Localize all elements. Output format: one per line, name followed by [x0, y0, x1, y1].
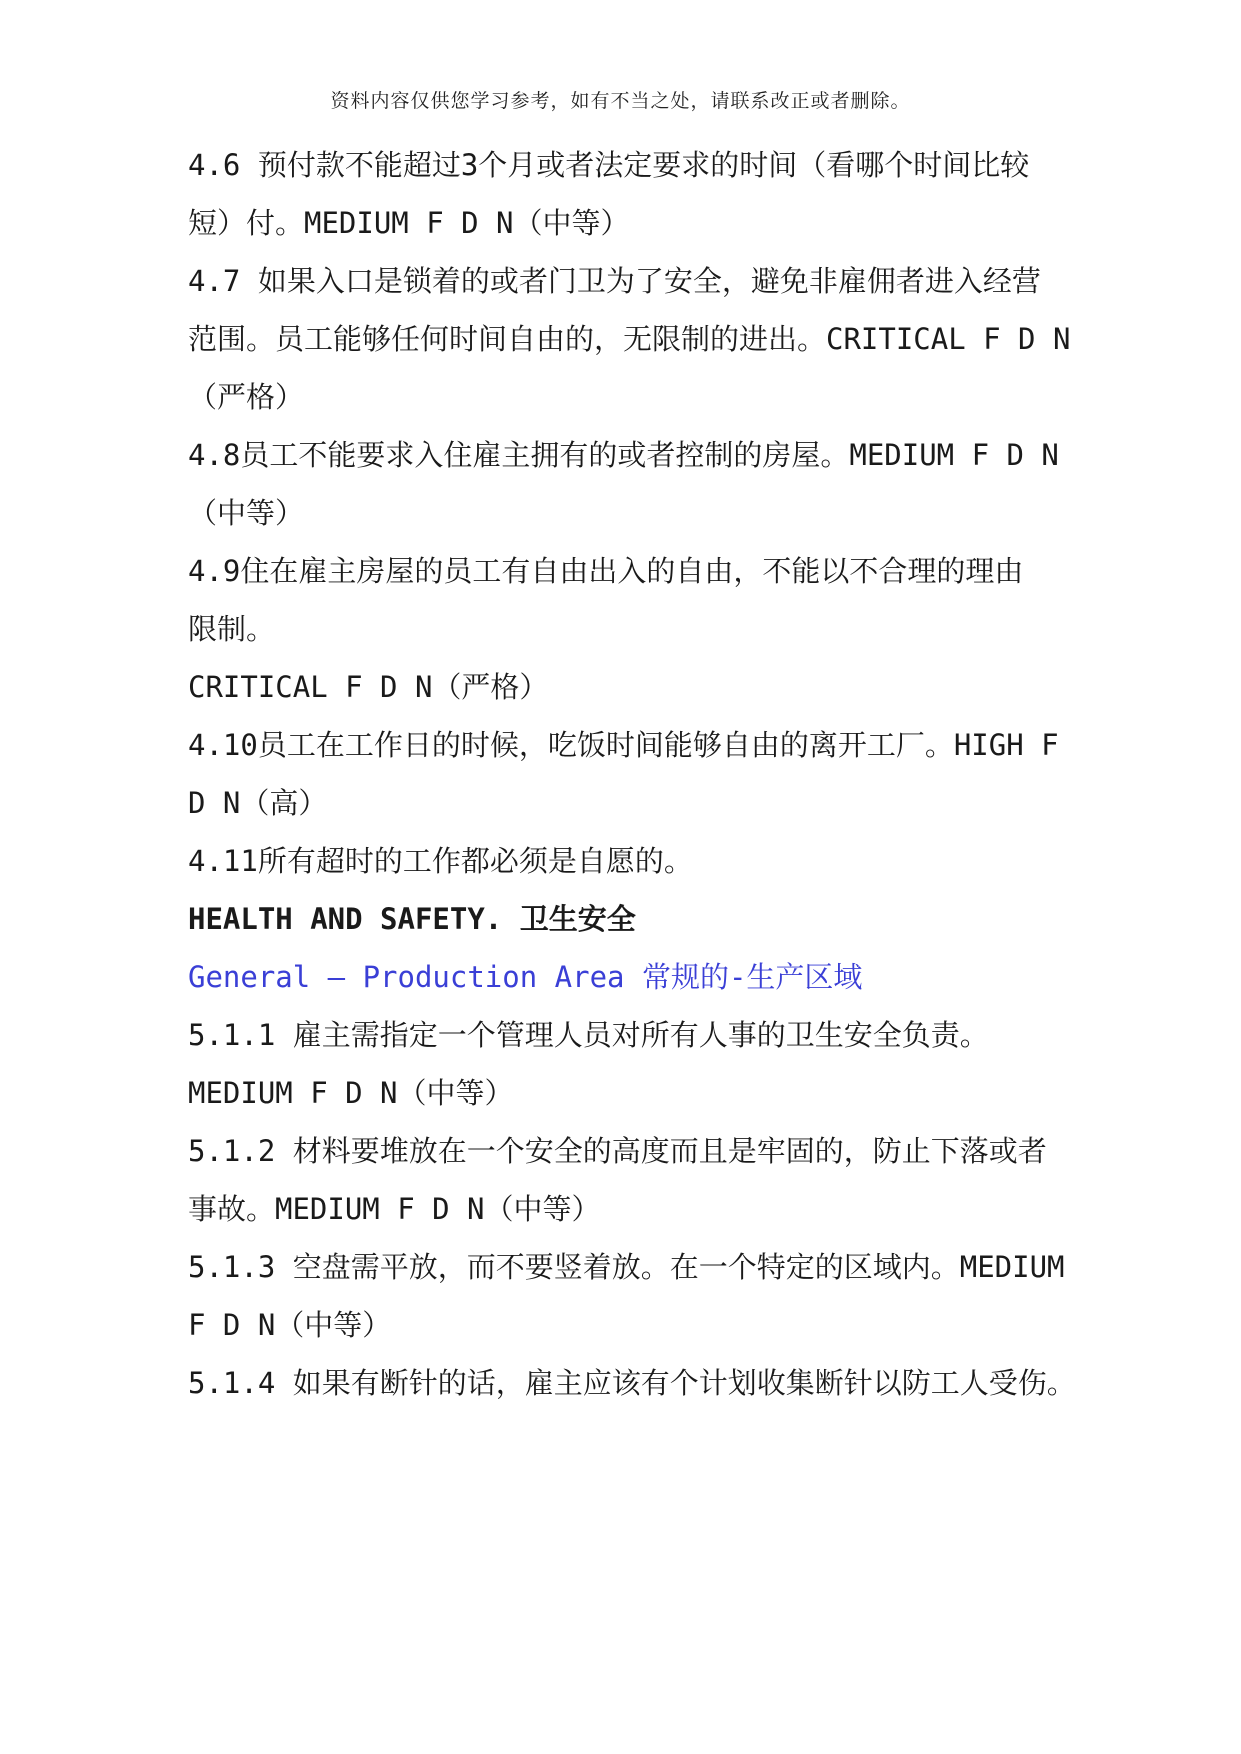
clause-4-10-line-2: D N（高）: [188, 786, 328, 820]
clause-5-1-4-line-1: 5.1.4 如果有断针的话，雇主应该有个计划收集断针以防工人受伤。: [188, 1366, 1076, 1400]
clause-4-8-line-1: 4.8员工不能要求入住雇主拥有的或者控制的房屋。MEDIUM F D N: [188, 438, 1059, 472]
disclaimer-header: 资料内容仅供您学习参考，如有不当之处，请联系改正或者删除。: [330, 90, 911, 112]
clause-5-1-3-line-2: F D N（中等）: [188, 1308, 392, 1342]
clause-4-9-line-1: 4.9住在雇主房屋的员工有自由出入的自由，不能以不合理的理由: [188, 554, 1024, 588]
clause-4-7-line-3: （严格）: [188, 380, 305, 414]
clause-4-7-line-1: 4.7 如果入口是锁着的或者门卫为了安全，避免非雇佣者进入经营: [188, 264, 1041, 298]
clause-4-6-line-2: 短）付。MEDIUM F D N（中等）: [188, 206, 630, 240]
clause-4-8-line-2: （中等）: [188, 496, 305, 530]
subheading-production-area: General – Production Area 常规的-生产区域: [188, 960, 863, 994]
clause-4-9-line-3: CRITICAL F D N（严格）: [188, 670, 549, 704]
section-heading-health-safety: HEALTH AND SAFETY. 卫生安全: [188, 902, 636, 936]
clause-5-1-3-line-1: 5.1.3 空盘需平放，而不要竖着放。在一个特定的区域内。MEDIUM: [188, 1250, 1065, 1284]
clause-5-1-2-line-1: 5.1.2 材料要堆放在一个安全的高度而且是牢固的，防止下落或者: [188, 1134, 1047, 1168]
clause-4-9-line-2: 限制。: [188, 612, 276, 646]
clause-5-1-2-line-2: 事故。MEDIUM F D N（中等）: [188, 1192, 601, 1226]
clause-5-1-1-line-2: MEDIUM F D N（中等）: [188, 1076, 514, 1110]
clause-4-11-line-1: 4.11所有超时的工作都必须是自愿的。: [188, 844, 693, 878]
clause-4-6-line-1: 4.6 预付款不能超过3个月或者法定要求的时间（看哪个时间比较: [188, 148, 1030, 182]
clause-5-1-1-line-1: 5.1.1 雇主需指定一个管理人员对所有人事的卫生安全负责。: [188, 1018, 989, 1052]
clause-4-10-line-1: 4.10员工在工作日的时候，吃饭时间能够自由的离开工厂。HIGH F: [188, 728, 1059, 762]
clause-4-7-line-2: 范围。员工能够任何时间自由的，无限制的进出。CRITICAL F D N: [188, 322, 1071, 356]
